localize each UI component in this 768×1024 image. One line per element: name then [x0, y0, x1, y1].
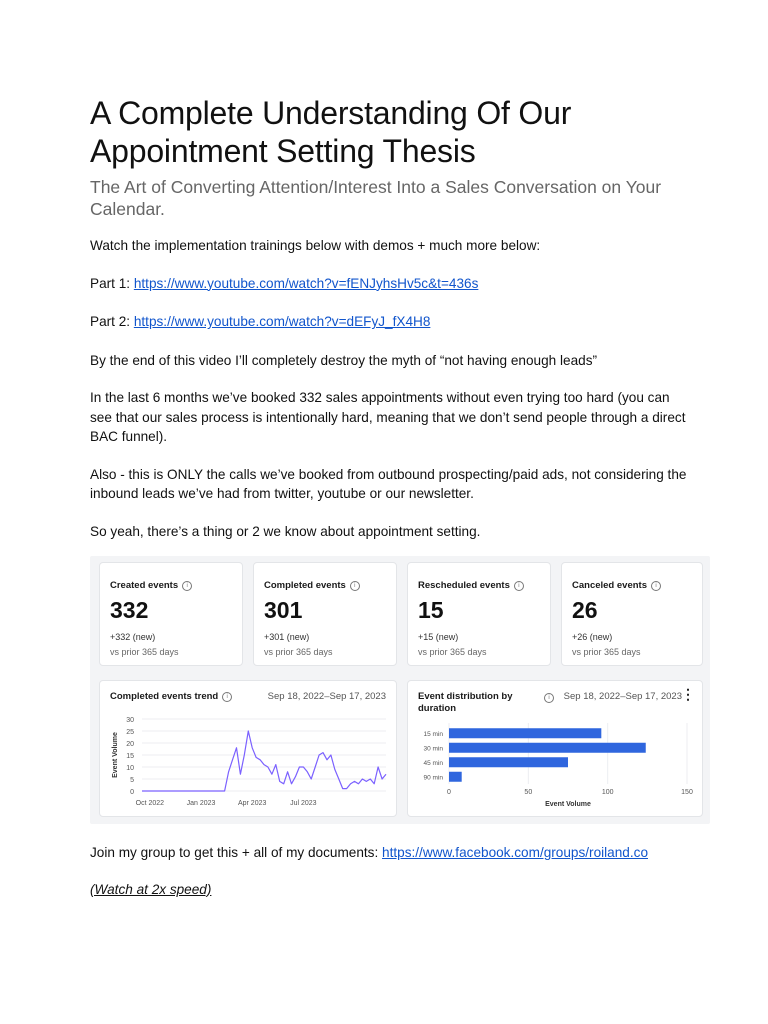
part1-paragraph	[90, 274, 690, 294]
stat-prior: vs prior 365 days	[264, 647, 333, 657]
x-tick-label: Jan 2023	[186, 800, 216, 807]
stat-change: +26 (new)	[572, 632, 613, 642]
y-tick-label: 0	[130, 789, 134, 796]
x-tick-label: Oct 2022	[135, 800, 165, 807]
bar	[449, 743, 646, 753]
stat-value: 15	[418, 597, 444, 623]
trend-chart-title: Completed events trend i	[110, 691, 232, 702]
distribution-chart	[408, 681, 704, 818]
stat-card-completed	[253, 562, 397, 666]
stat-label: Completed events i	[264, 580, 360, 591]
bar	[449, 757, 568, 767]
myth-paragraph: By the end of this video I’ll completely destroy the myth of “not having enough leads”	[90, 352, 598, 368]
part1-link[interactable]: https://www.youtube.com/watch?v=fENJyhsHv5c&t=436s	[133, 275, 479, 291]
analytics-dashboard-image	[90, 556, 710, 824]
y-tick-label: 10	[126, 765, 134, 772]
stat-card-canceled	[561, 562, 703, 666]
info-icon: i	[350, 581, 360, 591]
page-subtitle: The Art of Converting Attention/Interest Into a Sales Conversation on Your Calendar.	[90, 177, 662, 219]
stat-change: +332 (new)	[110, 632, 156, 642]
part2-link[interactable]: https://www.youtube.com/watch?v=dEFyJ_fX4H8	[133, 314, 431, 329]
join-text: Join my group to get this + all of my documents:	[90, 845, 383, 860]
yeah-paragraph: So yeah, there’s a thing or 2 we know about appointment setting.	[90, 523, 481, 539]
y-tick-label: 90 min	[423, 774, 443, 782]
stat-value: 301	[264, 597, 303, 623]
x-tick-label: 100	[601, 789, 614, 796]
stat-change: +301 (new)	[264, 632, 310, 642]
stat-value: 332	[110, 597, 149, 623]
distribution-chart-date-range: Sep 18, 2022–Sep 17, 2023	[563, 691, 682, 702]
x-axis-label: Event Volume	[545, 801, 591, 808]
y-tick-label: 30	[126, 717, 134, 724]
stat-label: Canceled events i	[572, 580, 661, 591]
stat-label: Created events i	[110, 580, 192, 591]
y-tick-label: 20	[126, 741, 134, 748]
x-tick-label: 50	[524, 789, 533, 796]
x-tick-label: Jul 2023	[290, 800, 317, 807]
stat-card-created	[99, 562, 243, 666]
document-footer-text	[90, 843, 730, 899]
part1-label: Part 1:	[90, 275, 134, 291]
part2-label: Part 2:	[90, 314, 134, 329]
facebook-group-link[interactable]: https://www.facebook.com/groups/roiland.co	[382, 845, 648, 860]
booked-paragraph: In the last 6 months we’ve booked 332 sales appointments without even trying too hard (you can see that our sales process is intentionally hard, meaning that we don’t send people through a direct BAC funnel).	[90, 390, 686, 444]
x-tick-label: Apr 2023	[237, 800, 267, 807]
stat-prior: vs prior 365 days	[110, 647, 179, 657]
stat-prior: vs prior 365 days	[572, 647, 641, 657]
stat-value: 26	[572, 597, 598, 623]
info-icon: i	[651, 581, 661, 591]
y-axis-label: Event Volume	[112, 732, 119, 778]
bar	[449, 772, 462, 782]
info-icon: i	[544, 693, 554, 703]
y-tick-label: 5	[130, 777, 134, 784]
trend-chart-card	[99, 680, 397, 817]
bar	[449, 728, 601, 738]
x-tick-label: 150	[681, 789, 693, 796]
join-paragraph	[90, 843, 730, 863]
stat-prior: vs prior 365 days	[418, 647, 487, 657]
series-line	[142, 731, 386, 791]
distribution-chart-card	[407, 680, 703, 817]
y-tick-label: 45 min	[423, 759, 443, 767]
y-tick-label: 15 min	[423, 730, 443, 738]
x-tick-label: 0	[447, 789, 451, 796]
also-paragraph: Also - this is ONLY the calls we’ve booked from outbound prospecting/paid ads, not considering the inbound leads we’ve had from twitter, youtube or our newsletter.	[90, 466, 687, 501]
distribution-chart-title: Event distribution by duration	[418, 691, 513, 714]
intro-paragraph: Watch the implementation trainings below with demos + much more below:	[90, 238, 541, 253]
watch-speed-note: (Watch at 2x speed)	[90, 881, 212, 897]
part2-paragraph	[90, 312, 690, 332]
stat-label: Rescheduled events i	[418, 580, 524, 591]
trend-chart	[100, 681, 398, 818]
info-icon: i	[222, 692, 232, 702]
page-title: A Complete Understanding Of Our Appointment Setting Thesis	[90, 95, 572, 169]
info-icon: i	[514, 581, 524, 591]
more-options-icon[interactable]: ⋮	[681, 686, 695, 702]
info-icon: i	[182, 581, 192, 591]
trend-chart-date-range: Sep 18, 2022–Sep 17, 2023	[267, 691, 386, 702]
document-body	[90, 94, 690, 541]
y-tick-label: 30 min	[423, 745, 443, 753]
y-tick-label: 15	[126, 753, 134, 760]
y-tick-label: 25	[126, 729, 134, 736]
stat-change: +15 (new)	[418, 632, 459, 642]
stat-card-rescheduled	[407, 562, 551, 666]
